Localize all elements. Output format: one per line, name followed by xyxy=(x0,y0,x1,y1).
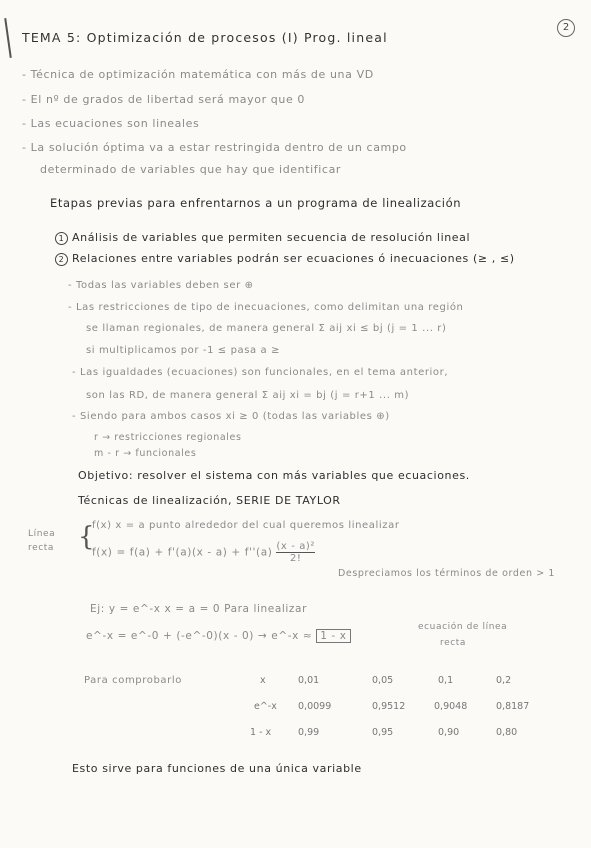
table-cell: 0,9512 xyxy=(372,701,406,712)
taylor-line-2 xyxy=(92,541,315,564)
taylor-line-1: f(x) x = a punto alrededor del cual queremos linealizar xyxy=(92,520,400,531)
taylor-fraction xyxy=(276,541,315,564)
sub-line-9: m - r → funcionales xyxy=(94,448,197,459)
taylor-frac-denominator: 2! xyxy=(276,552,315,564)
intro-bullet-2: - El nº de grados de libertad será mayor que 0 xyxy=(22,93,306,106)
sub-line-2: - Las restricciones de tipo de inecuaciones, como delimitan una región xyxy=(68,302,464,313)
intro-bullet-3: - Las ecuaciones son lineales xyxy=(22,117,200,130)
sub-line-4: si multiplicamos por -1 ≤ pasa a ≥ xyxy=(86,345,281,356)
techniques-line: Técnicas de linealización, SERIE DE TAYLOR xyxy=(78,494,341,507)
table-cell: 0,2 xyxy=(496,675,512,686)
step-1-number: 1 xyxy=(55,232,68,245)
intro-bullet-4: - La solución óptima va a estar restringida dentro de un campo xyxy=(22,141,407,154)
sub-line-3: se llaman regionales, de manera general Σ aij xi ≤ bj (j = 1 ... r) xyxy=(86,323,447,334)
taylor-frac-numerator: (x - a)² xyxy=(276,541,316,552)
example-note-1: ecuación de línea xyxy=(418,622,508,632)
step-2-text: Relaciones entre variables podrán ser ecuaciones ó inecuaciones (≥ , ≤) xyxy=(72,252,515,265)
table-cell: 0,95 xyxy=(372,727,394,738)
page-title: TEMA 5: Optimización de procesos (I) Prog. lineal xyxy=(22,30,388,45)
objective-line: Objetivo: resolver el sistema con más variables que ecuaciones. xyxy=(78,469,470,482)
taylor-side-label: Línea recta xyxy=(28,529,56,553)
neglect-note: Despreciamos los términos de orden > 1 xyxy=(338,568,556,579)
sub-line-6: son las RD, de manera general Σ aij xi = bj (j = r+1 ... m) xyxy=(86,390,410,401)
table-cell: 0,90 xyxy=(438,727,460,738)
table-label-exp: e^-x xyxy=(254,701,277,712)
taylor-expansion: f(x) = f(a) + f'(a)(x - a) + f''(a) xyxy=(92,546,273,559)
table-cell: 0,9048 xyxy=(434,701,468,712)
table-label-linear: 1 - x xyxy=(250,727,272,738)
check-label: Para comprobarlo xyxy=(84,675,182,686)
example-note-2: recta xyxy=(440,638,467,648)
table-cell: 0,80 xyxy=(496,727,518,738)
example-expansion: e^-x = e^-0 + (-e^-0)(x - 0) → e^-x ≈ xyxy=(86,630,313,642)
step-2 xyxy=(55,252,515,266)
sub-line-5: - Las igualdades (ecuaciones) son funcionales, en el tema anterior, xyxy=(72,367,449,378)
page-number: 2 xyxy=(557,19,575,37)
stages-heading: Etapas previas para enfrentarnos a un programa de linealización xyxy=(50,196,462,210)
step-2-number: 2 xyxy=(55,253,68,266)
example-line-2 xyxy=(86,630,351,642)
closing-line: Esto sirve para funciones de una única variable xyxy=(72,762,362,775)
sub-line-1: - Todas las variables deben ser ⊕ xyxy=(68,280,254,291)
intro-bullet-4-cont: determinado de variables que hay que identificar xyxy=(40,163,342,176)
table-cell: 0,8187 xyxy=(496,701,530,712)
table-label-x: x xyxy=(260,675,266,686)
step-1-text: Análisis de variables que permiten secuencia de resolución lineal xyxy=(72,231,471,244)
step-1 xyxy=(55,231,470,245)
intro-bullet-1: - Técnica de optimización matemática con más de una VD xyxy=(22,68,374,81)
table-cell: 0,99 xyxy=(298,727,320,738)
example-line-1: Ej: y = e^-x x = a = 0 Para linealizar xyxy=(90,603,307,615)
table-cell: 0,05 xyxy=(372,675,394,686)
taylor-brace: { xyxy=(78,522,95,552)
sub-line-7: - Siendo para ambos casos xi ≥ 0 (todas las variables ⊕) xyxy=(72,411,390,422)
table-cell: 0,01 xyxy=(298,675,320,686)
example-result-box: 1 - x xyxy=(316,629,350,643)
table-cell: 0,1 xyxy=(438,675,454,686)
sub-line-8: r → restricciones regionales xyxy=(94,432,242,443)
margin-stroke xyxy=(4,18,12,58)
table-cell: 0,0099 xyxy=(298,701,332,712)
